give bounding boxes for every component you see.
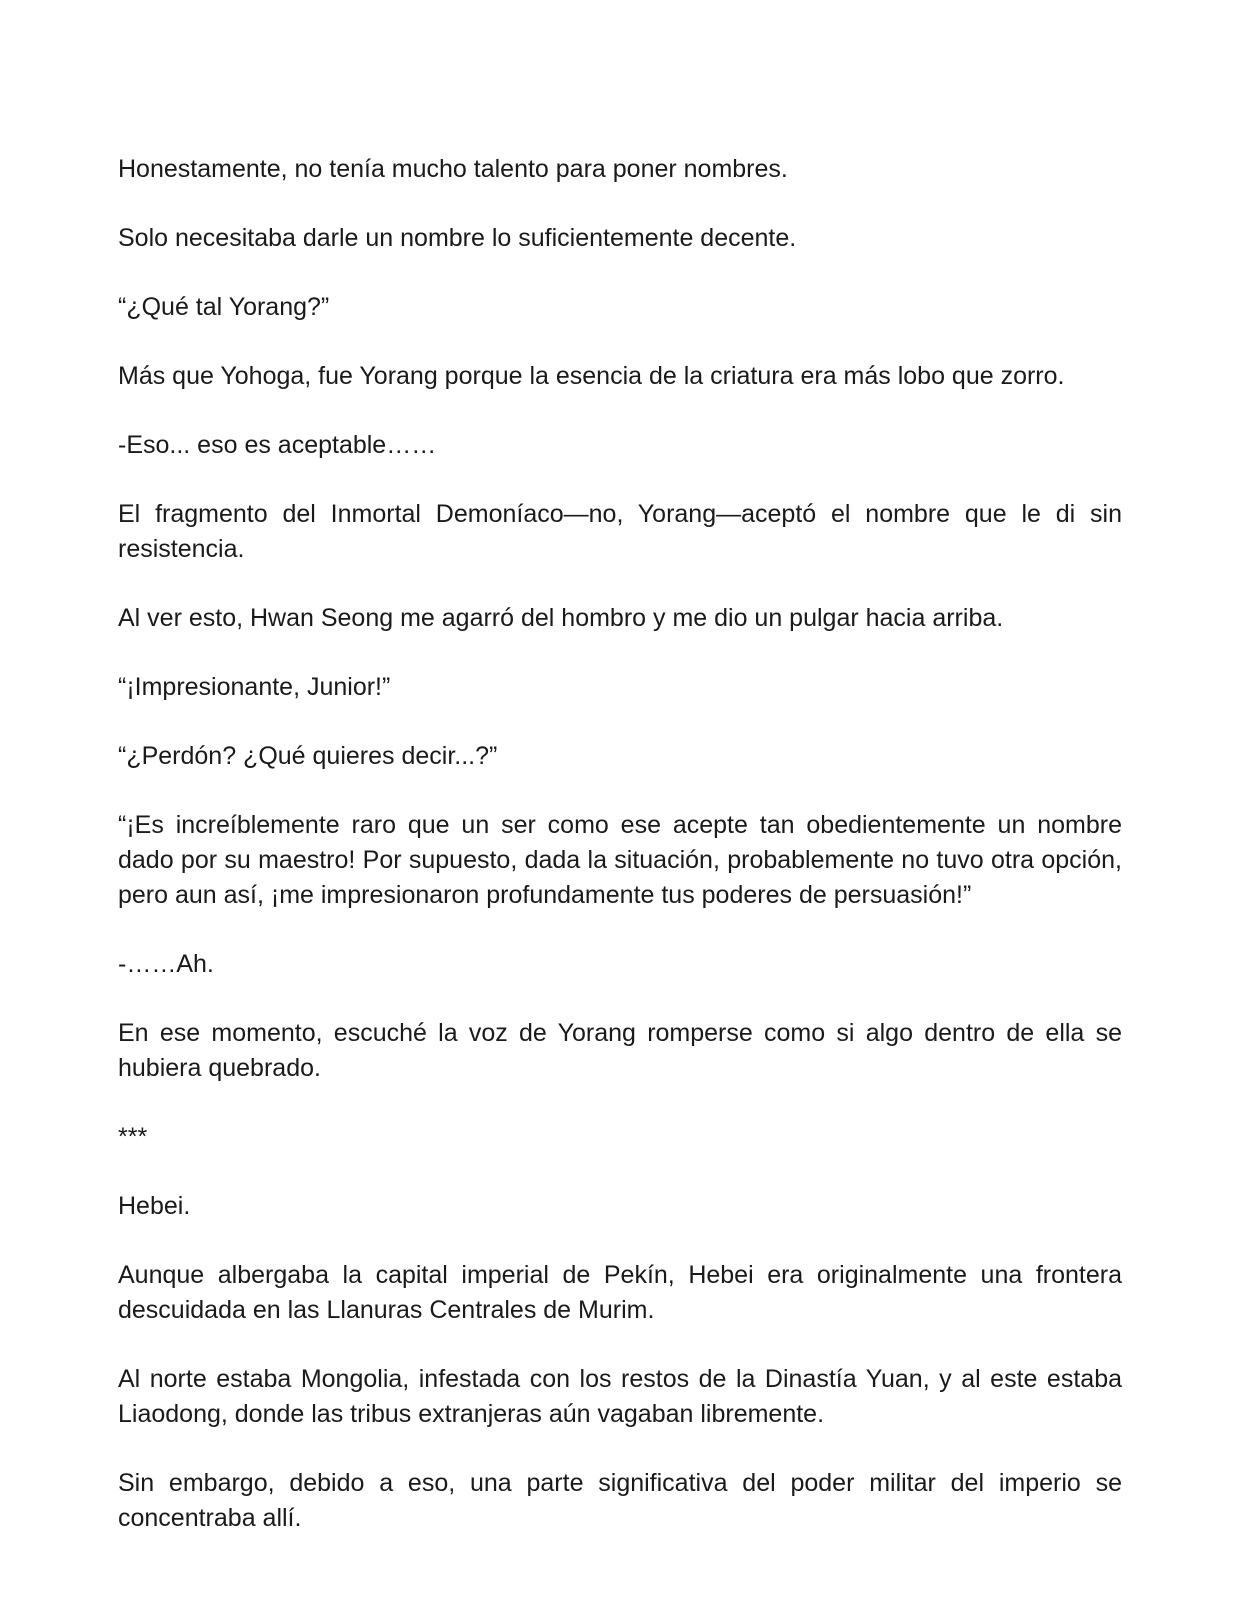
paragraph: Al ver esto, Hwan Seong me agarró del hombro y me dio un pulgar hacia arriba.: [118, 604, 1004, 632]
paragraph: “¿Qué tal Yorang?”: [118, 293, 330, 321]
paragraph: “¡Impresionante, Junior!”: [118, 673, 391, 701]
paragraph: Sin embargo, debido a eso, una parte significativa del poder militar del imperio se concentraba allí.: [118, 1469, 1122, 1532]
document-body: [118, 152, 1122, 1536]
paragraph: “¡Es increíblemente raro que un ser como ese acepte tan obedientemente un nombre dado por su maestro! Por supuesto, dada la situación, probablemente no tuvo otra opción, pero aun así, ¡me impresionaron profundamente tus poderes de persuasión!”: [118, 811, 1122, 909]
paragraph: Aunque albergaba la capital imperial de Pekín, Hebei era originalmente una frontera descuidada en las Llanuras Centrales de Murim.: [118, 1261, 1122, 1324]
paragraph: -……Ah.: [118, 950, 214, 978]
paragraph: “¿Perdón? ¿Qué quieres decir...?”: [118, 742, 498, 770]
paragraph: En ese momento, escuché la voz de Yorang romperse como si algo dentro de ella se hubiera quebrado.: [118, 1019, 1122, 1082]
paragraph: Más que Yohoga, fue Yorang porque la esencia de la criatura era más lobo que zorro.: [118, 362, 1065, 390]
paragraph: El fragmento del Inmortal Demoníaco—no, Yorang—aceptó el nombre que le di sin resistencia.: [118, 500, 1122, 563]
paragraph: Hebei.: [118, 1192, 191, 1220]
paragraph: Honestamente, no tenía mucho talento para poner nombres.: [118, 155, 788, 183]
paragraph: Solo necesitaba darle un nombre lo suficientemente decente.: [118, 224, 797, 252]
scene-break: ***: [118, 1123, 148, 1151]
paragraph: Al norte estaba Mongolia, infestada con los restos de la Dinastía Yuan, y al este estaba Liaodong, donde las tribus extranjeras aún vagaban libremente.: [118, 1365, 1122, 1428]
paragraph: -Eso... eso es aceptable……: [118, 431, 437, 459]
